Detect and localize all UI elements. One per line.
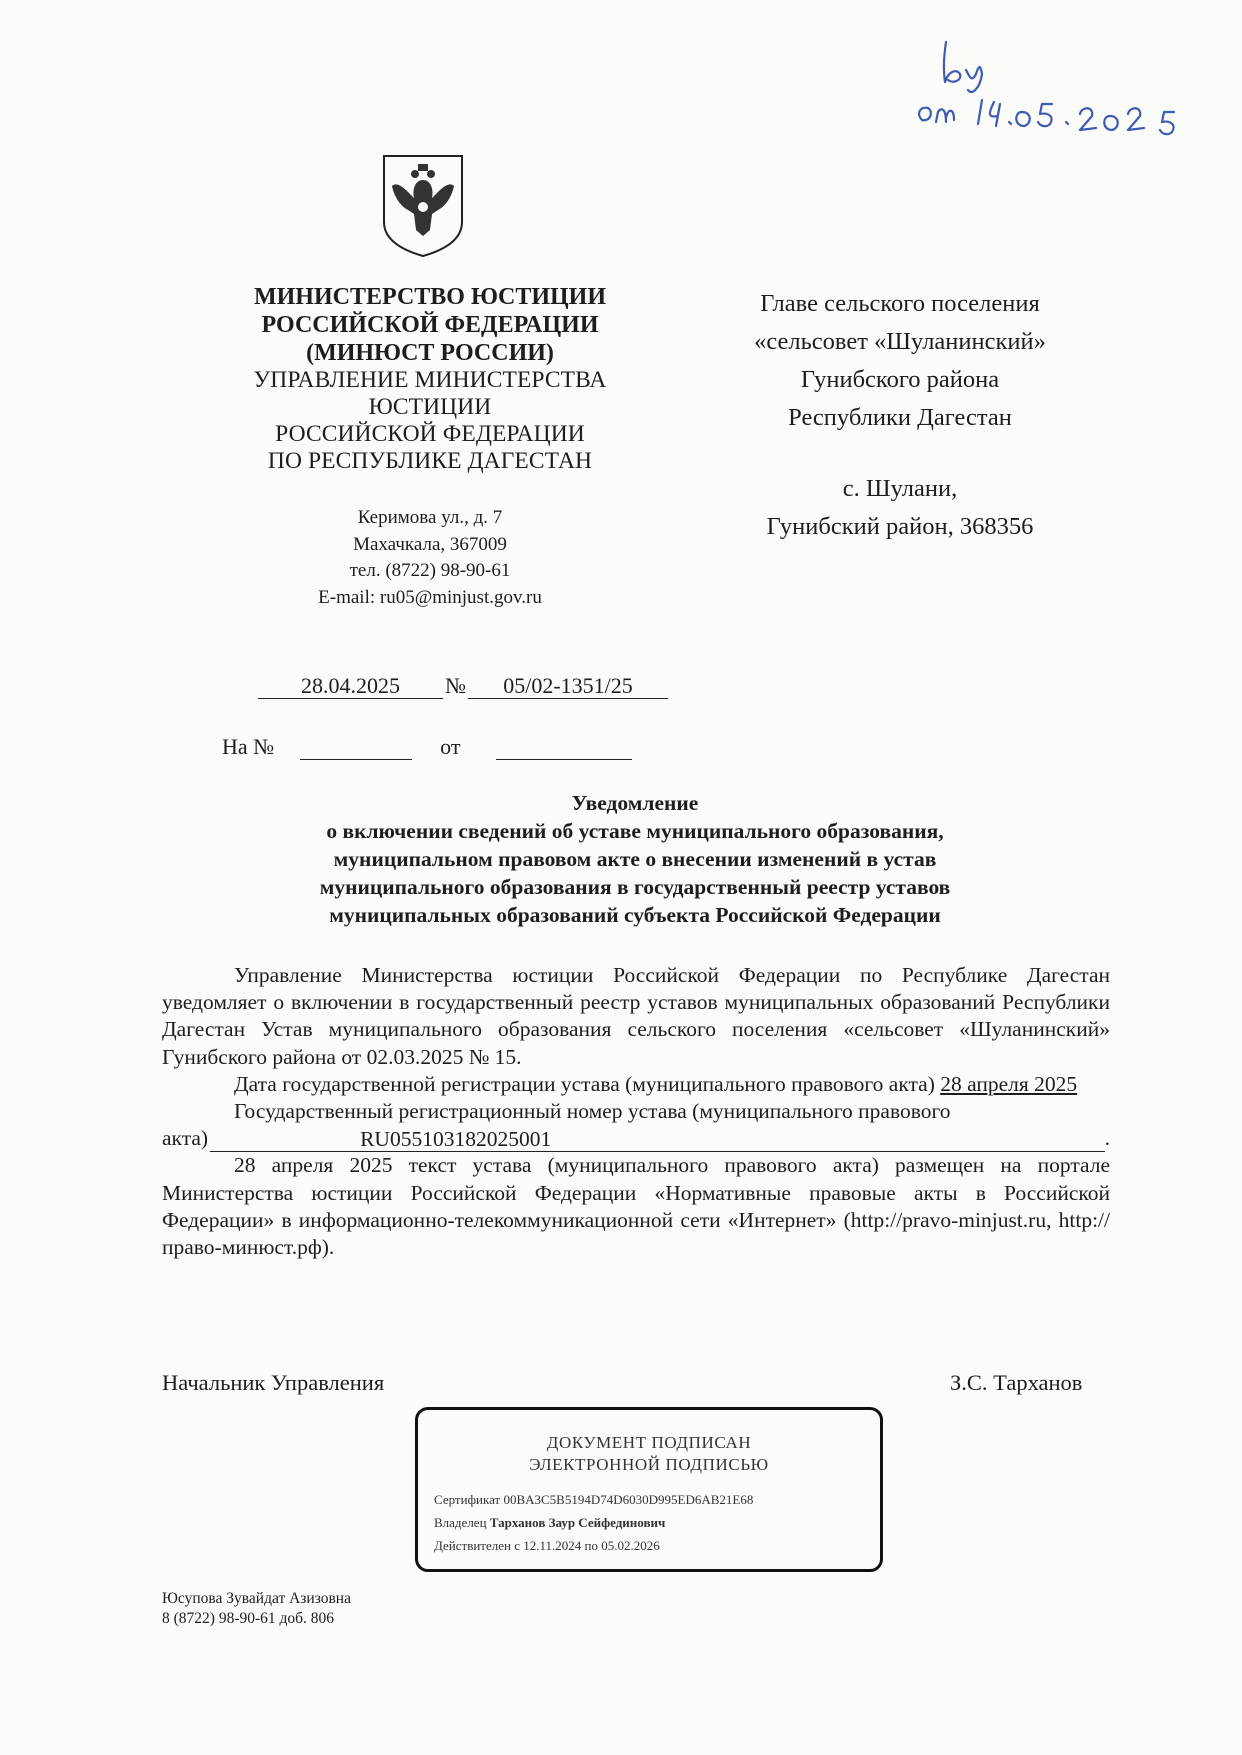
body-paragraph (162, 1071, 1110, 1098)
title-line: муниципальных образований субъекта Российской Федерации (329, 903, 941, 927)
registration-line (258, 673, 668, 699)
sender-short-name: (МИНЮСТ РОССИИ) (306, 340, 554, 366)
title-line: муниципального образования в государственный реестр уставов (319, 875, 951, 899)
body-paragraph: Государственный регистрационный номер устава (муниципального правового (234, 1099, 951, 1124)
recipient-line: Гунибского района (800, 366, 1000, 393)
sender-block (210, 283, 650, 475)
recipient-block (705, 285, 1095, 546)
stamp-title: ДОКУМЕНТ ПОДПИСАН (546, 1433, 752, 1452)
sender-department-2: ЮСТИЦИИ (368, 394, 492, 420)
registration-number: 05/02-1351/25 (468, 674, 668, 699)
recipient-line: Главе сельского поселения (760, 290, 1040, 317)
sender-ministry: МИНИСТЕРСТВО ЮСТИЦИИ (253, 284, 606, 310)
coat-of-arms-emblem (378, 152, 468, 258)
from-label: от (440, 734, 461, 759)
sender-department: УПРАВЛЕНИЕ МИНИСТЕРСТВА (253, 367, 607, 393)
sender-address (240, 505, 620, 611)
document-body (162, 962, 1110, 1261)
title-line: Уведомление (571, 791, 699, 815)
body-paragraph: Управление Министерства юстиции Российской Федерации по Республике Дагестан уведомляет о включении в государственный реестр уставов муниципальных образований Республики Дагестан Устав муниципального образования сельского поселения «сельсовет «Шуланинский» Гунибского района от 02.03.2025 № 15. (162, 963, 1110, 1069)
recipient-line: Республики Дагестан (788, 404, 1012, 431)
reply-line (222, 734, 632, 760)
regnum-prefix: акта) (162, 1126, 209, 1151)
recipient-line: «сельсовет «Шуланинский» (754, 328, 1046, 355)
executor-name: Юсупова Зувайдат Азизовна (162, 1590, 351, 1607)
document-title (240, 789, 1030, 929)
sender-department-3: РОССИЙСКОЙ ФЕДЕРАЦИИ (275, 421, 585, 447)
regnum-end: . (1104, 1126, 1110, 1151)
stamp-validity: Действителен с 12.11.2024 по 05.02.2026 (434, 1538, 660, 1553)
stamp-subtitle: ЭЛЕКТРОННОЙ ПОДПИСЬЮ (529, 1455, 769, 1474)
body-paragraph: 28 апреля 2025 текст устава (муниципального правового акта) размещен на портале Министерства юстиции Российской Федерации «Нормативные правовые акты в Российской Федерации» в информационно-телекоммуникационной сети «Интернет» (http://pravo-minjust.ru, http://право-минюст.рф). (162, 1153, 1110, 1260)
reply-label: На № (222, 734, 275, 759)
sender-region: ПО РЕСПУБЛИКЕ ДАГЕСТАН (267, 448, 593, 474)
handwritten-note (910, 22, 1240, 142)
sender-city: Махачкала, 367009 (353, 533, 507, 555)
registration-date-text: Дата государственной регистрации устава (муниципального правового акта) (234, 1071, 941, 1096)
sender-country: РОССИЙСКОЙ ФЕДЕРАЦИИ (261, 312, 599, 338)
title-line: муниципальном правовом акте о внесении изменений в устав (333, 847, 937, 871)
signatory-name: З.С. Тарханов (950, 1370, 1083, 1395)
number-label: № (445, 673, 466, 698)
sender-phone: тел. (8722) 98-90-61 (349, 560, 511, 581)
title-line: о включении сведений об уставе муниципального образования, (326, 819, 944, 843)
registration-number-value: RU055103182025001 (210, 1127, 1105, 1152)
regnum-line (162, 1125, 1110, 1152)
executor-phone: 8 (8722) 98-90-61 доб. 806 (162, 1610, 335, 1627)
signatory-position: Начальник Управления (162, 1370, 385, 1395)
stamp-owner: Владелец Тарханов Заур Сейфединович (434, 1515, 666, 1530)
sender-street: Керимова ул., д. 7 (357, 507, 503, 528)
registration-date: 28.04.2025 (258, 674, 443, 699)
recipient-district: Гунибский район, 368356 (766, 513, 1034, 540)
electronic-signature-stamp (415, 1407, 883, 1572)
executor-info (162, 1589, 351, 1629)
recipient-village: с. Шулани, (842, 475, 958, 502)
sender-email: E-mail: ru05@minjust.gov.ru (318, 586, 542, 608)
stamp-certificate: Сертификат 00BA3C5B5194D74D6030D995ED6AB21E68 (434, 1492, 754, 1507)
registration-date-value: 28 апреля 2025 (940, 1071, 1078, 1096)
